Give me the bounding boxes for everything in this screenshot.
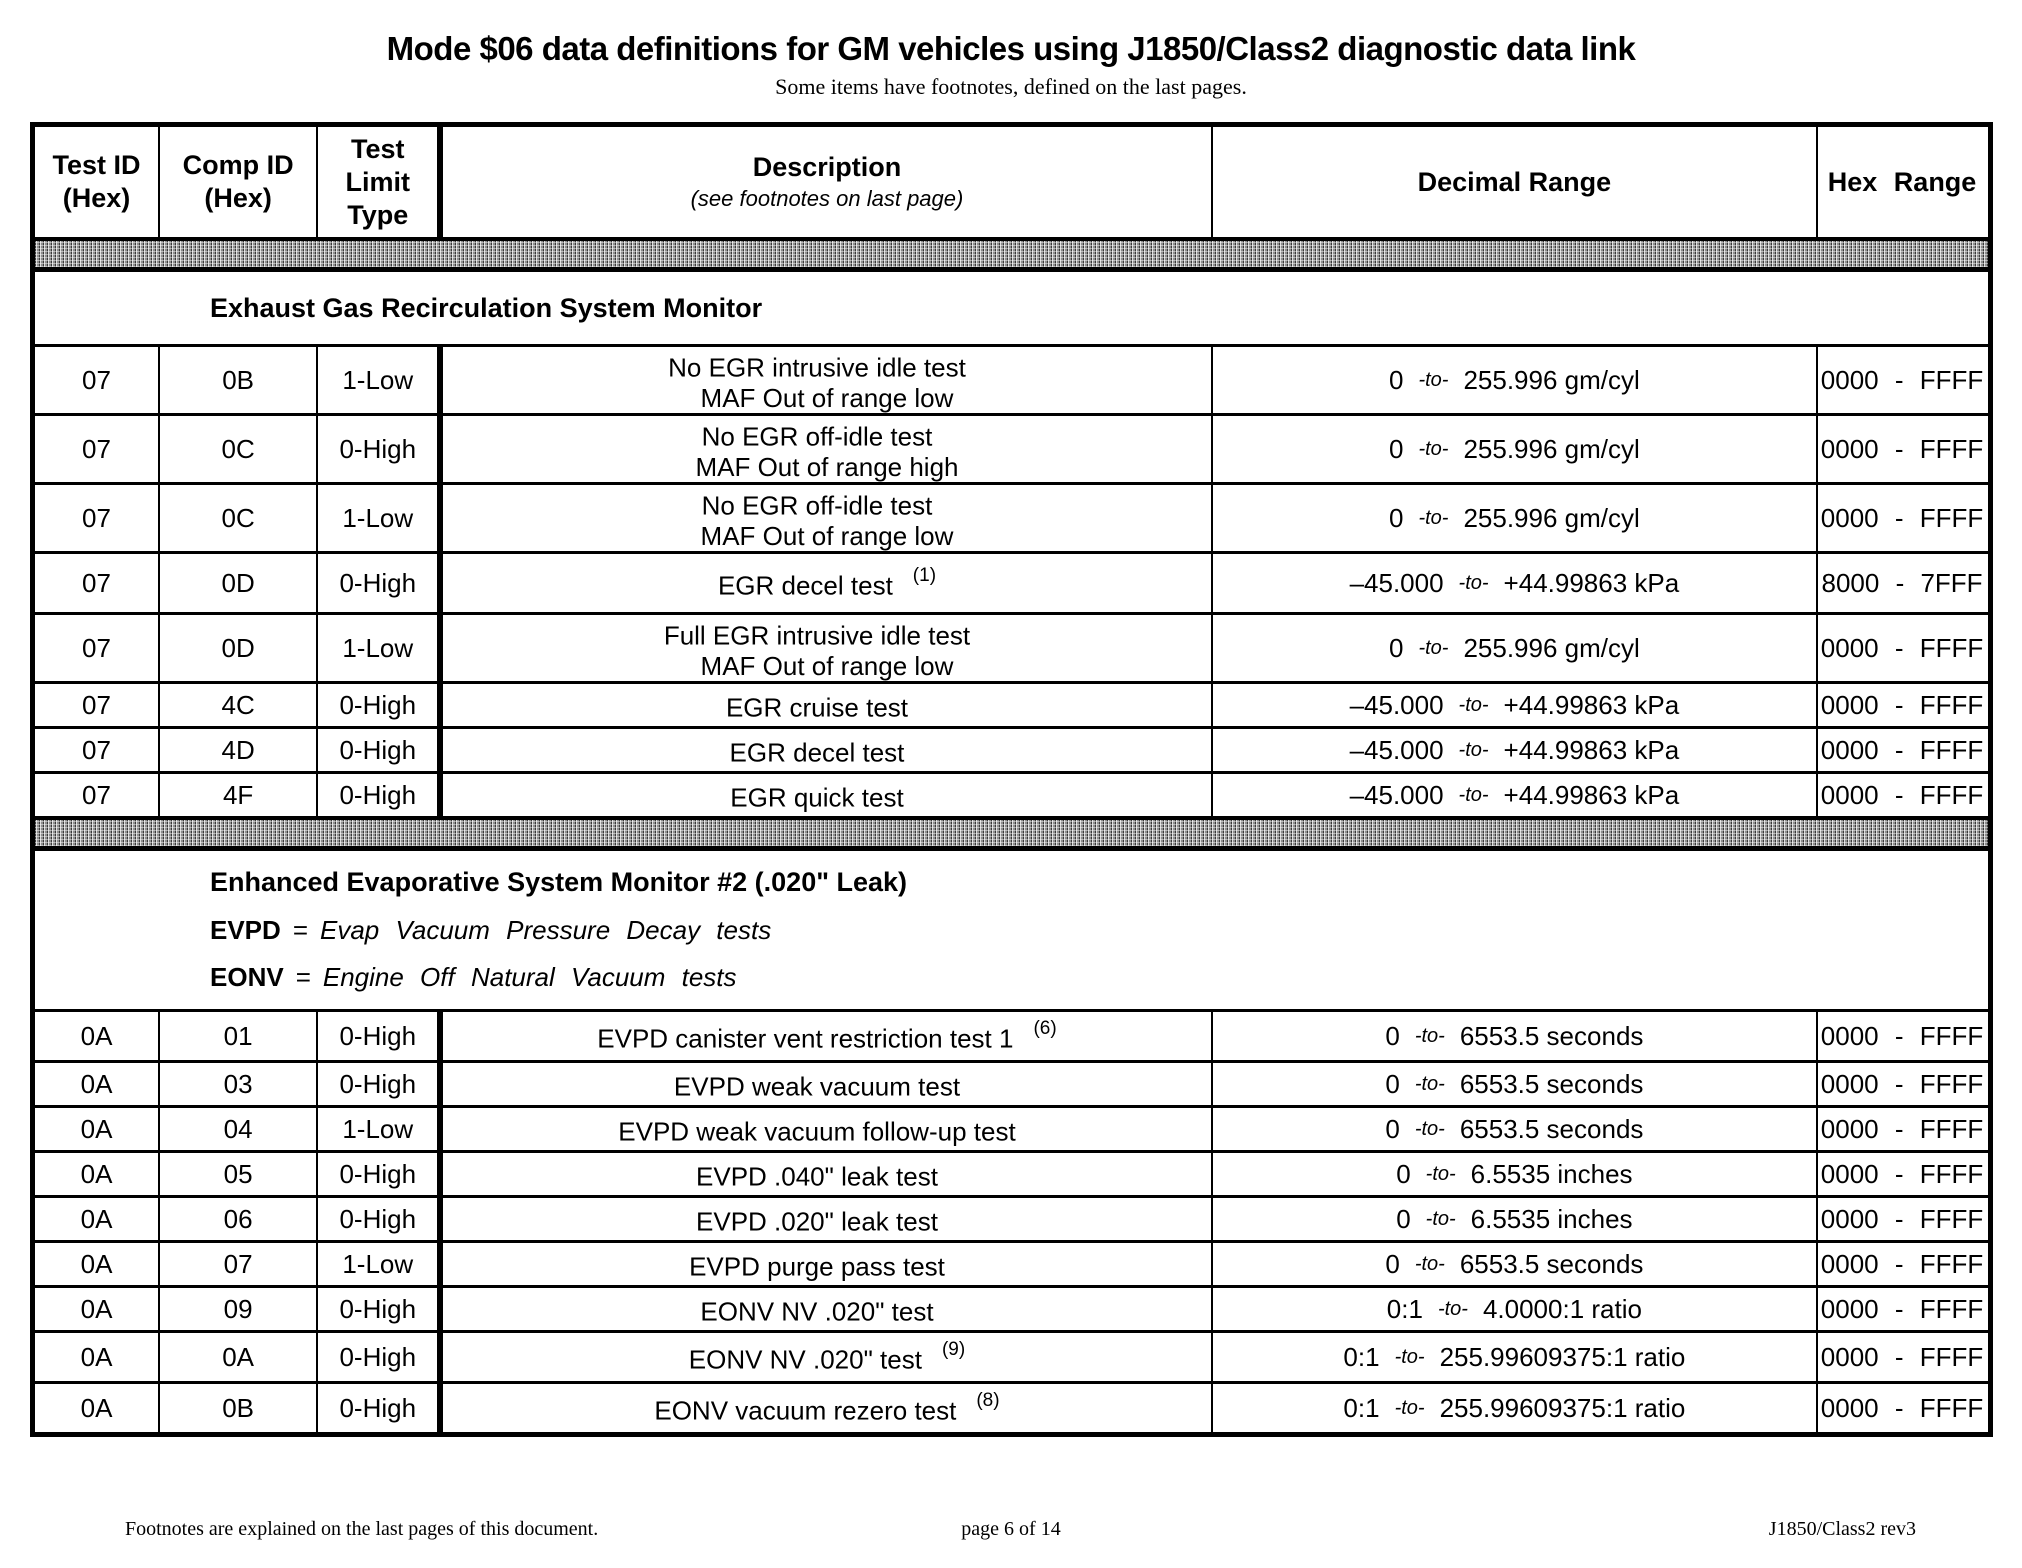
cell-hex-range: 0000 - FFFF: [1816, 615, 1986, 681]
cell-test-id: 0A: [80, 1392, 113, 1423]
header-test-limit-type: Test Limit Type: [316, 127, 437, 237]
cell-description: EVPD canister vent restriction test 1 $^{(6)}$: [437, 1012, 1210, 1060]
cell-test-id: 07: [82, 567, 111, 598]
table-row: [35, 482, 1988, 551]
footnote-ref: (6): [1033, 1018, 1057, 1040]
page-subtitle: Some items have footnotes, defined on the last pages.: [775, 74, 1247, 99]
table-row: [35, 1060, 1988, 1105]
cell-hex-range: 0000 - FFFF: [1816, 416, 1986, 482]
table-row: [35, 681, 1988, 726]
cell-decimal-range: –45.000 -to- +44.99863 kPa: [1211, 774, 1816, 816]
table-row: [35, 771, 1988, 816]
cell-test-id: 0A: [80, 1203, 113, 1234]
cell-description: EVPD purge pass test: [437, 1243, 1210, 1285]
cell-test-id: 0A: [80, 1293, 113, 1324]
cell-hex-range: 8000 - 7FFF: [1816, 554, 1986, 612]
cell-limit-type: 1-Low: [316, 485, 437, 551]
cell-decimal-range: 0:1 -to- 255.99609375:1 ratio: [1211, 1333, 1816, 1381]
cell-hex-range: 0000 - FFFF: [1816, 1063, 1986, 1105]
cell-test-id: 0A: [80, 1068, 113, 1099]
cell-description: EGR cruise test: [437, 684, 1210, 726]
table-row: [35, 1330, 1988, 1381]
table-row: [35, 1381, 1988, 1432]
cell-limit-type: 1-Low: [316, 1243, 437, 1285]
table-row: [35, 551, 1988, 612]
footnote-ref: (1): [912, 565, 937, 587]
header-hex-range: Hex Range: [1816, 127, 1986, 237]
cell-test-id: 0A: [80, 1020, 113, 1051]
cell-decimal-range: 0:1 -to- 4.0000:1 ratio: [1211, 1288, 1816, 1330]
footer-note: Footnotes are explained on the last pages of this document.: [125, 1518, 599, 1540]
cell-decimal-range: 0 -to- 255.996 gm/cyl: [1211, 615, 1816, 681]
header-comp-id: Comp ID (Hex): [158, 127, 316, 237]
cell-decimal-range: 0 -to- 6.5535 inches: [1211, 1198, 1816, 1240]
section-header-egr: Exhaust Gas Recirculation System Monitor: [210, 292, 763, 323]
cell-limit-type: 1-Low: [316, 347, 437, 413]
cell-comp-id: 03: [158, 1063, 316, 1105]
cell-comp-id: 04: [158, 1108, 316, 1150]
cell-decimal-range: 0:1 -to- 255.99609375:1 ratio: [1211, 1384, 1816, 1432]
cell-comp-id: 05: [158, 1153, 316, 1195]
cell-test-id: 07: [82, 502, 111, 533]
footnote-ref: (8): [976, 1390, 1000, 1412]
table-row: [35, 726, 1988, 771]
cell-description: Full EGR intrusive idle test MAF Out of range low: [437, 615, 1210, 681]
table-row: [35, 1285, 1988, 1330]
cell-comp-id: 0C: [158, 416, 316, 482]
cell-limit-type: 0-High: [316, 774, 437, 816]
cell-test-id: 07: [82, 689, 111, 720]
table-row: [35, 1009, 1988, 1060]
table-row: [35, 1105, 1988, 1150]
table-row: [35, 1240, 1988, 1285]
table-row: [35, 1150, 1988, 1195]
cell-limit-type: 0-High: [316, 1198, 437, 1240]
cell-description: EONV vacuum rezero test $^{(8)}$: [437, 1384, 1210, 1432]
cell-comp-id: 0D: [158, 554, 316, 612]
cell-decimal-range: 0 -to- 6553.5 seconds: [1211, 1063, 1816, 1105]
document-revision: J1850/Class2 rev3: [1768, 1518, 1916, 1540]
cell-description: EGR decel test: [437, 729, 1210, 771]
cell-hex-range: 0000 - FFFF: [1816, 347, 1986, 413]
cell-comp-id: 07: [158, 1243, 316, 1285]
cell-hex-range: 0000 - FFFF: [1816, 1384, 1986, 1432]
cell-test-id: 07: [82, 433, 111, 464]
cell-description: EONV NV .020" test $^{(9)}$: [437, 1333, 1210, 1381]
cell-hex-range: 0000 - FFFF: [1816, 485, 1986, 551]
cell-description: No EGR off-idle test MAF Out of range low: [437, 485, 1210, 551]
table-row: [35, 344, 1988, 413]
cell-limit-type: 0-High: [316, 1063, 437, 1105]
cell-decimal-range: 0 -to- 255.996 gm/cyl: [1211, 485, 1816, 551]
cell-description: No EGR intrusive idle test MAF Out of range low: [437, 347, 1210, 413]
cell-comp-id: 4F: [158, 774, 316, 816]
cell-comp-id: 4C: [158, 684, 316, 726]
table-row: [35, 612, 1988, 681]
cell-comp-id: 01: [158, 1012, 316, 1060]
cell-limit-type: 0-High: [316, 729, 437, 771]
cell-comp-id: 0B: [158, 1384, 316, 1432]
section-header-evap: Enhanced Evaporative System Monitor #2 (.020" Leak) EVPD = Evap Vacuum Pressure Decay tests EONV = Engine Off Natural Vacuum tests: [35, 851, 1988, 1009]
header-decimal-range: Decimal Range: [1211, 127, 1816, 237]
cell-decimal-range: 0 -to- 255.996 gm/cyl: [1211, 416, 1816, 482]
cell-decimal-range: –45.000 -to- +44.99863 kPa: [1211, 729, 1816, 771]
cell-decimal-range: –45.000 -to- +44.99863 kPa: [1211, 684, 1816, 726]
cell-description: EONV NV .020" test: [437, 1288, 1210, 1330]
cell-comp-id: 06: [158, 1198, 316, 1240]
cell-hex-range: 0000 - FFFF: [1816, 1153, 1986, 1195]
page-title: Mode $06 data definitions for GM vehicles using J1850/Class2 diagnostic data link: [386, 30, 1636, 67]
cell-description: EGR decel test $^{(1)}$: [437, 554, 1210, 612]
cell-hex-range: 0000 - FFFF: [1816, 1288, 1986, 1330]
cell-test-id: 0A: [80, 1341, 113, 1372]
cell-decimal-range: 0 -to- 6553.5 seconds: [1211, 1012, 1816, 1060]
header-description: Description (see footnotes on last page): [437, 127, 1210, 237]
page-number: page 6 of 14: [961, 1518, 1061, 1540]
divider-band: [35, 237, 1988, 272]
cell-comp-id: 4D: [158, 729, 316, 771]
cell-description: EVPD weak vacuum follow-up test: [437, 1108, 1210, 1150]
cell-comp-id: 0D: [158, 615, 316, 681]
cell-test-id: 07: [82, 734, 111, 765]
cell-hex-range: 0000 - FFFF: [1816, 684, 1986, 726]
cell-test-id: 0A: [80, 1158, 113, 1189]
cell-test-id: 07: [82, 779, 111, 810]
cell-limit-type: 0-High: [316, 1288, 437, 1330]
cell-hex-range: 0000 - FFFF: [1816, 1198, 1986, 1240]
table-row: [35, 413, 1988, 482]
table-row: [35, 1195, 1988, 1240]
cell-description: EVPD .020" leak test: [437, 1198, 1210, 1240]
cell-hex-range: 0000 - FFFF: [1816, 1333, 1986, 1381]
cell-decimal-range: 0 -to- 6.5535 inches: [1211, 1153, 1816, 1195]
abbreviation-definition: EONV = Engine Off Natural Vacuum tests: [210, 961, 737, 992]
header-test-id: Test ID (Hex): [52, 150, 141, 213]
cell-comp-id: 0C: [158, 485, 316, 551]
mode06-definitions-table: [30, 122, 1993, 1437]
cell-test-id: 0A: [80, 1113, 113, 1144]
cell-test-id: 07: [82, 364, 111, 395]
cell-decimal-range: 0 -to- 255.996 gm/cyl: [1211, 347, 1816, 413]
cell-limit-type: 1-Low: [316, 615, 437, 681]
abbreviation-definition: EVPD = Evap Vacuum Pressure Decay tests: [210, 914, 772, 945]
footnote-ref: (9): [941, 1339, 966, 1361]
cell-limit-type: 0-High: [316, 1012, 437, 1060]
divider-band: [35, 816, 1988, 851]
cell-description: EVPD .040" leak test: [437, 1153, 1210, 1195]
cell-comp-id: 0A: [158, 1333, 316, 1381]
cell-test-id: 07: [82, 632, 111, 663]
cell-limit-type: 0-High: [316, 554, 437, 612]
table-header-row: [35, 127, 1988, 237]
cell-limit-type: 0-High: [316, 1333, 437, 1381]
cell-description: EVPD weak vacuum test: [437, 1063, 1210, 1105]
cell-limit-type: 0-High: [316, 1153, 437, 1195]
cell-decimal-range: 0 -to- 6553.5 seconds: [1211, 1108, 1816, 1150]
cell-comp-id: 0B: [158, 347, 316, 413]
cell-limit-type: 0-High: [316, 416, 437, 482]
cell-description: No EGR off-idle test MAF Out of range high: [437, 416, 1210, 482]
cell-hex-range: 0000 - FFFF: [1816, 774, 1986, 816]
cell-comp-id: 09: [158, 1288, 316, 1330]
cell-limit-type: 0-High: [316, 684, 437, 726]
cell-hex-range: 0000 - FFFF: [1816, 1243, 1986, 1285]
cell-decimal-range: 0 -to- 6553.5 seconds: [1211, 1243, 1816, 1285]
cell-hex-range: 0000 - FFFF: [1816, 1012, 1986, 1060]
cell-hex-range: 0000 - FFFF: [1816, 1108, 1986, 1150]
cell-limit-type: 1-Low: [316, 1108, 437, 1150]
cell-limit-type: 0-High: [316, 1384, 437, 1432]
cell-test-id: 0A: [80, 1248, 113, 1279]
cell-decimal-range: –45.000 -to- +44.99863 kPa: [1211, 554, 1816, 612]
cell-hex-range: 0000 - FFFF: [1816, 729, 1986, 771]
cell-description: EGR quick test: [437, 774, 1210, 816]
